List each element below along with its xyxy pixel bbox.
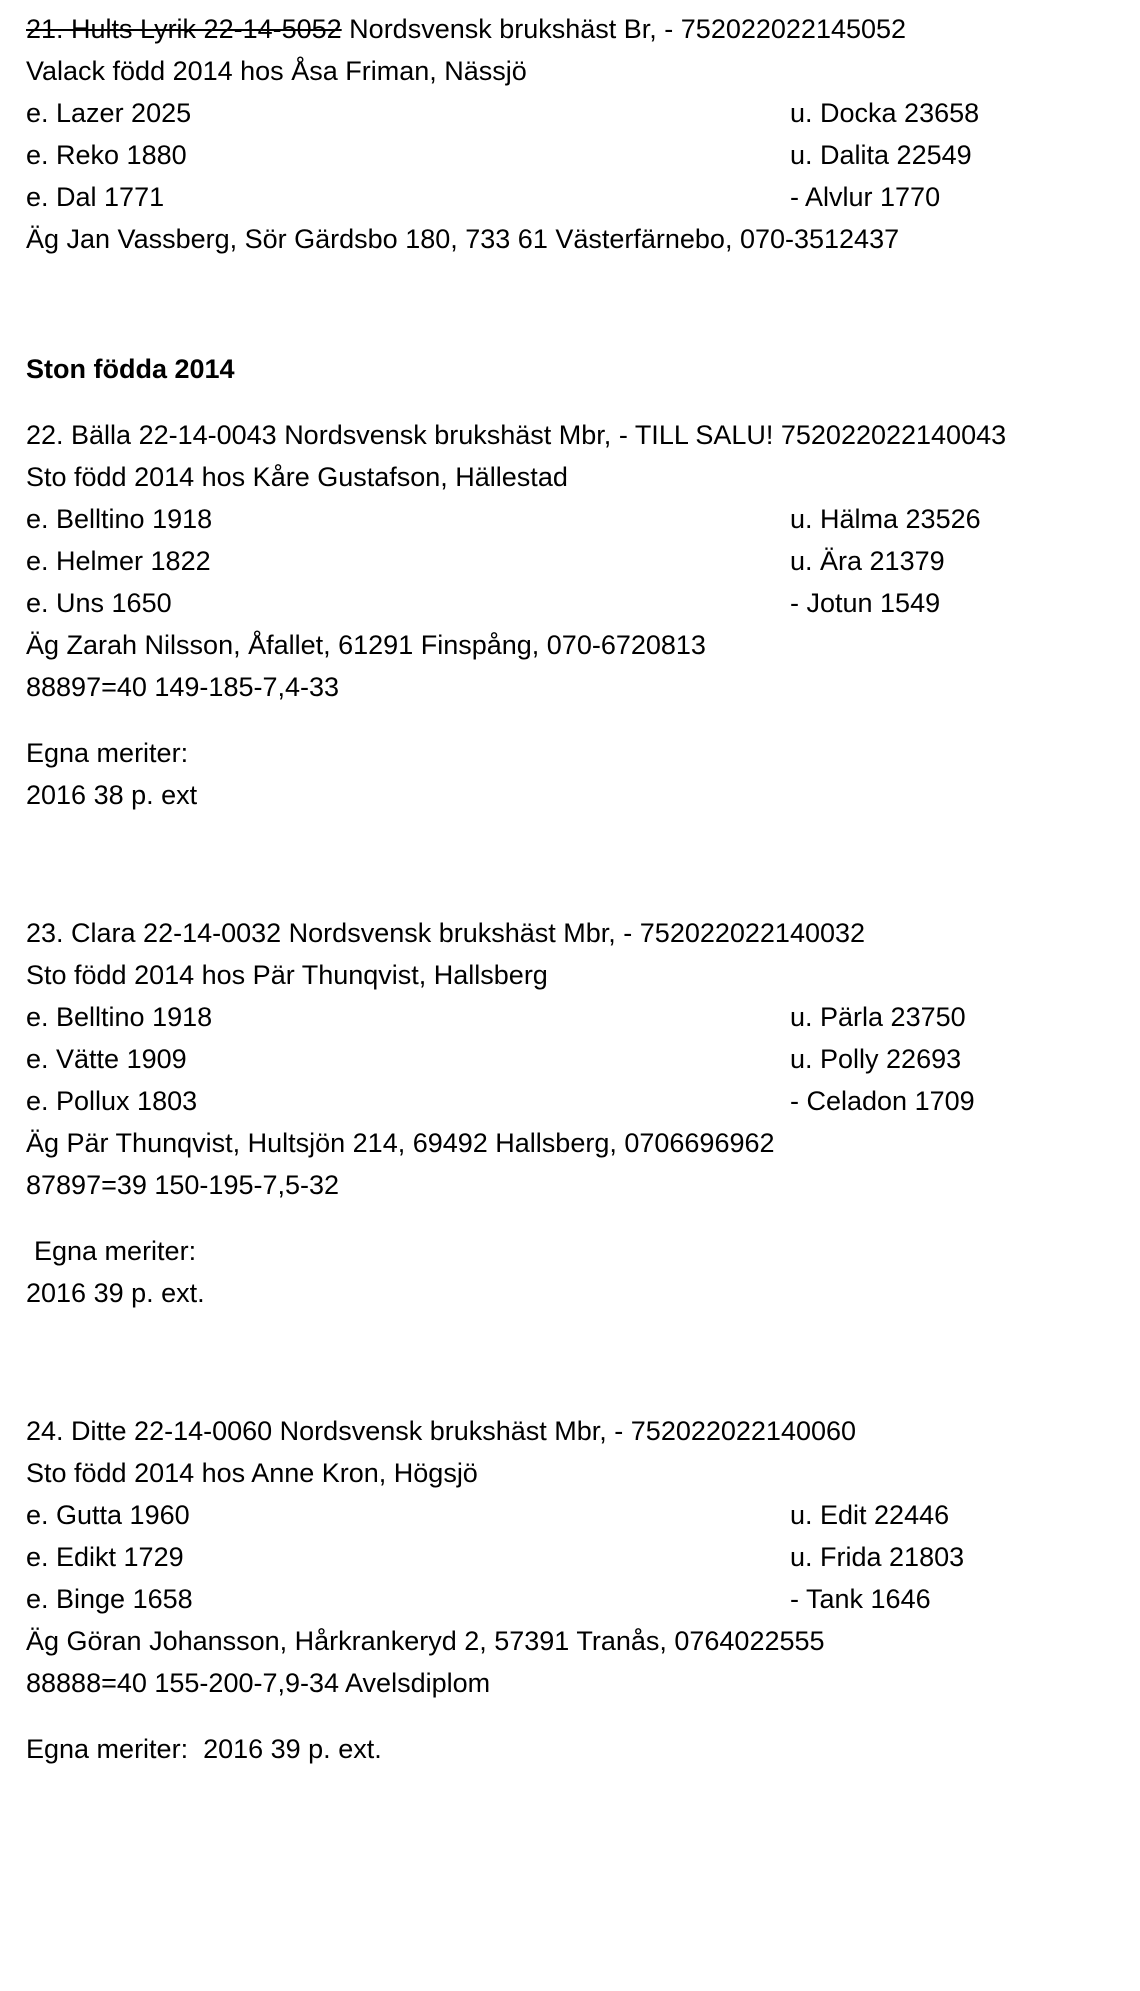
dam-line: u. Pärla 23750 xyxy=(790,1002,966,1032)
pedigree-row xyxy=(26,498,1140,540)
pedigree-row xyxy=(26,92,1140,134)
sire-line: e. Edikt 1729 xyxy=(26,1542,184,1572)
dam-line: u. Edit 22446 xyxy=(790,1500,950,1530)
owner-info: Äg Jan Vassberg, Sör Gärdsbo 180, 733 61 Västerfärnebo, 070-3512437 xyxy=(26,224,900,254)
pedigree-row xyxy=(26,1494,1140,1536)
pedigree-row xyxy=(26,582,1140,624)
horse-entry-23 xyxy=(26,912,1140,1314)
score-info: 87897=39 150-195-7,5-32 xyxy=(26,1170,340,1200)
dam-line: - Alvlur 1770 xyxy=(790,182,941,212)
dam-line: u. Hälma 23526 xyxy=(790,504,981,534)
birth-info: Valack född 2014 hos Åsa Friman, Nässjö xyxy=(26,56,527,86)
sire-line: e. Uns 1650 xyxy=(26,588,172,618)
pedigree-row xyxy=(26,1536,1140,1578)
horse-entry-24 xyxy=(26,1410,1140,1770)
dam-line: - Jotun 1549 xyxy=(790,588,941,618)
sire-line: e. Binge 1658 xyxy=(26,1584,193,1614)
merits-value: 2016 39 p. ext. xyxy=(26,1278,205,1308)
merits-label: Egna meriter: xyxy=(26,738,189,768)
dam-line: - Celadon 1709 xyxy=(790,1086,975,1116)
struck-id: 21. Hults Lyrik 22-14-5052 xyxy=(26,14,342,44)
dam-line: u. Docka 23658 xyxy=(790,98,980,128)
owner-info: Äg Zarah Nilsson, Åfallet, 61291 Finspång, 070-6720813 xyxy=(26,630,706,660)
entry-header: 24. Ditte 22-14-0060 Nordsvensk brukshäst Mbr, - 752022022140060 xyxy=(26,1416,857,1446)
pedigree-row xyxy=(26,996,1140,1038)
pedigree-row xyxy=(26,1080,1140,1122)
sire-line: e. Pollux 1803 xyxy=(26,1086,198,1116)
dam-line: u. Frida 21803 xyxy=(790,1542,965,1572)
sire-line: e. Helmer 1822 xyxy=(26,546,211,576)
sire-line: e. Gutta 1960 xyxy=(26,1500,190,1530)
sire-line: e. Belltino 1918 xyxy=(26,504,213,534)
pedigree-row xyxy=(26,1578,1140,1620)
pedigree-row xyxy=(26,176,1140,218)
sire-line: e. Dal 1771 xyxy=(26,182,165,212)
sire-line: e. Reko 1880 xyxy=(26,140,187,170)
pedigree-row xyxy=(26,134,1140,176)
dam-line: u. Polly 22693 xyxy=(790,1044,962,1074)
merits-value: 2016 38 p. ext xyxy=(26,780,198,810)
owner-info: Äg Göran Johansson, Hårkrankeryd 2, 57391 Tranås, 0764022555 xyxy=(26,1626,825,1656)
entry-header: 23. Clara 22-14-0032 Nordsvensk brukshäst Mbr, - 752022022140032 xyxy=(26,918,866,948)
section-heading: Ston födda 2014 xyxy=(26,354,235,384)
horse-entry-21 xyxy=(26,8,1140,260)
entry-header-rest: Nordsvensk brukshäst Br, - 752022022145052 xyxy=(341,14,907,44)
score-info: 88888=40 155-200-7,9-34 Avelsdiplom xyxy=(26,1668,491,1698)
sire-line: e. Lazer 2025 xyxy=(26,98,192,128)
sire-line: e. Vätte 1909 xyxy=(26,1044,187,1074)
entry-header xyxy=(26,8,1140,50)
dam-line: - Tank 1646 xyxy=(790,1584,931,1614)
horse-entry-22 xyxy=(26,414,1140,816)
birth-info: Sto född 2014 hos Anne Kron, Högsjö xyxy=(26,1458,478,1488)
score-info: 88897=40 149-185-7,4-33 xyxy=(26,672,340,702)
birth-info: Sto född 2014 hos Pär Thunqvist, Hallsberg xyxy=(26,960,548,990)
dam-line: u. Dalita 22549 xyxy=(790,140,972,170)
entry-header: 22. Bälla 22-14-0043 Nordsvensk brukshäst Mbr, - TILL SALU! 752022022140043 xyxy=(26,420,1007,450)
merits-inline: Egna meriter: 2016 39 p. ext. xyxy=(26,1734,382,1764)
owner-info: Äg Pär Thunqvist, Hultsjön 214, 69492 Hallsberg, 0706696962 xyxy=(26,1128,775,1158)
pedigree-row xyxy=(26,1038,1140,1080)
dam-line: u. Ära 21379 xyxy=(790,546,945,576)
sire-line: e. Belltino 1918 xyxy=(26,1002,213,1032)
birth-info: Sto född 2014 hos Kåre Gustafson, Hällestad xyxy=(26,462,568,492)
pedigree-row xyxy=(26,540,1140,582)
merits-label: Egna meriter: xyxy=(34,1236,197,1266)
